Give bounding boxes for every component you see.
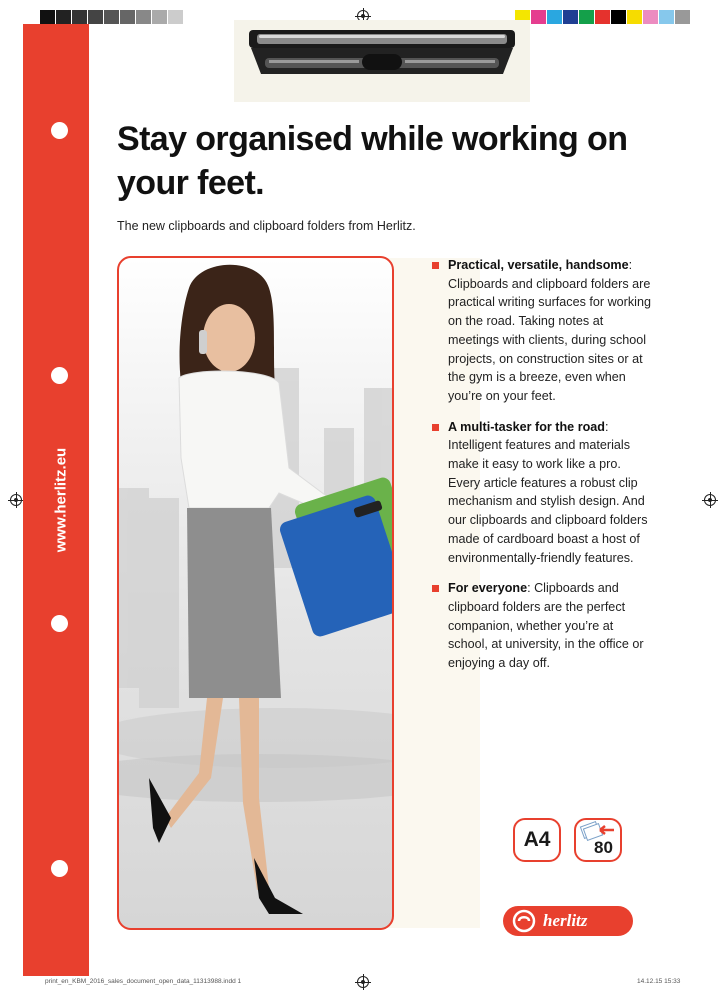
color-swatch [643,10,659,24]
format-badge [513,818,561,862]
registration-mark-left [10,494,22,506]
color-swatch [563,10,579,24]
punch-hole [51,367,68,384]
format-label: A4 [523,828,551,851]
website-url: www.herlitz.eu [52,447,70,553]
color-swatch [595,10,611,24]
color-swatch [88,10,104,24]
process-color-bar [515,10,691,24]
page-headline: Stay organised while working on your feet. [117,120,628,202]
color-swatch [531,10,547,24]
photo-frame [117,256,394,930]
color-swatch [659,10,675,24]
color-swatch [547,10,563,24]
color-swatch [136,10,152,24]
color-swatch [152,10,168,24]
feature-text: : Clipboards and clipboard folders are the perfect companion, whether you’re at school, at university, in the office or enjoying a day off. [448,581,644,671]
clipboard-clip-image [247,28,517,80]
herlitz-logo [503,906,633,936]
punch-hole [51,122,68,139]
color-swatch [72,10,88,24]
feature-lead: A multi-tasker for the road [448,419,605,434]
color-swatch [579,10,595,24]
businesswoman-photo [119,258,394,930]
color-swatch [184,10,200,24]
feature-lead: For everyone [448,581,528,596]
color-swatch [675,10,691,24]
logo-wordmark: herlitz [543,911,588,930]
page-subtitle: The new clipboards and clipboard folders from Herlitz. [117,219,416,233]
color-swatch [40,10,56,24]
feature-item [432,256,652,406]
punch-hole [51,860,68,877]
feature-text: : Clipboards and clipboard folders are practical writing surfaces for working on the road. Taking notes at meetings with clients, during school projects, on construction sites or at the gym is a breeze, even when you’re on your feet. [448,258,651,403]
registration-mark-right [704,494,716,506]
feature-lead: Practical, versatile, handsome [448,258,629,272]
sheet-count: 80 [594,838,613,857]
registration-mark-bottom [357,976,369,988]
feature-list [432,256,652,685]
date-slug: 14.12.15 15:33 [637,978,681,985]
gray-color-bar [40,10,200,24]
feature-item [432,579,652,673]
sheet-count-badge [574,818,622,862]
color-swatch [56,10,72,24]
color-swatch [611,10,627,24]
herlitz-swirl-icon [509,906,539,936]
color-swatch [104,10,120,24]
punch-hole [51,615,68,632]
color-swatch [168,10,184,24]
color-swatch [627,10,643,24]
color-swatch [120,10,136,24]
feature-item [432,418,652,568]
file-slug: print_en_KBM_2016_sales_document_open_data_11313988.indd 1 [45,978,242,985]
feature-text: : Intelligent features and materials make it easy to work like a pro. Every article features a robust clip mechanism and stylish design. And our clipboards and clipboard folders made of cardboard boast a host of environmentally-friendly features. [448,419,648,565]
